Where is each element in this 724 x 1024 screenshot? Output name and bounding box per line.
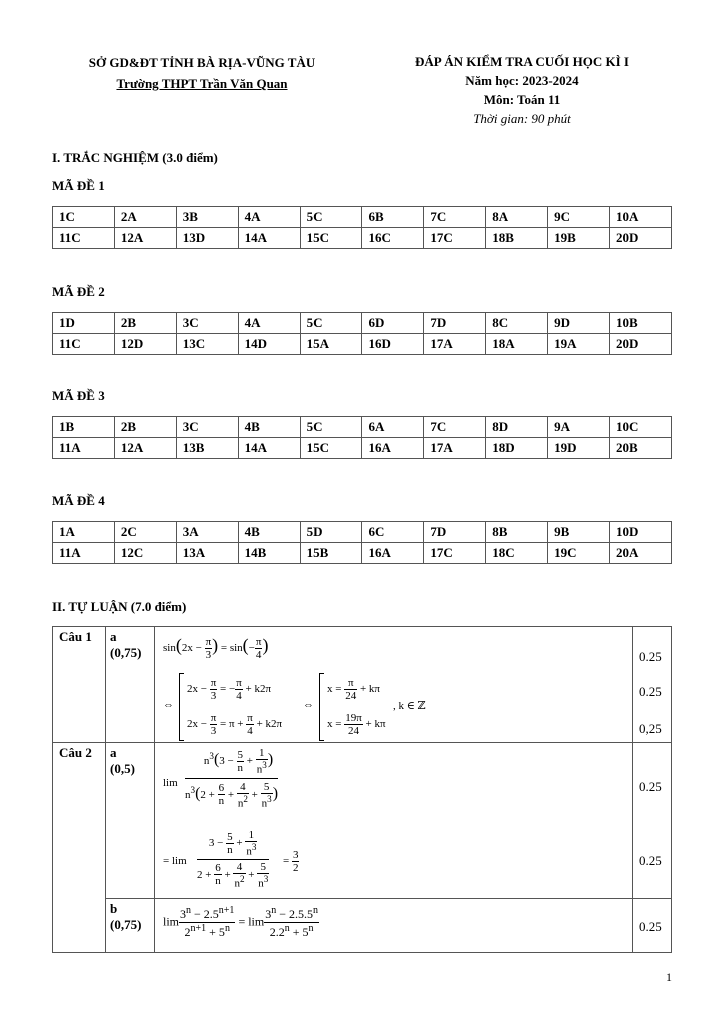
answer-row	[53, 207, 672, 228]
answer-cell: 7D	[424, 313, 486, 334]
answer-cell: 20D	[610, 334, 672, 355]
answer-cell: 4B	[238, 522, 300, 543]
dept-name: SỞ GD&ĐT TỈNH BÀ RỊA-VŨNG TÀU	[88, 55, 316, 70]
answer-cell: 7C	[424, 417, 486, 438]
answer-cell: 17A	[424, 334, 486, 355]
q1-eq1: sin⁡(2x − $\frac{\pi}{3}$ ) = sin(− $\frac{\pi}{4}$ )	[163, 635, 269, 661]
q2b-eq: lim $\frac{3^n - 2.5^{n+1}}{2^{n+1} + 5^n}$ = lim $\frac{3^n - 2.5.5^n}{2.2^n + 5^n}$	[163, 905, 318, 939]
answer-cell: 15B	[300, 543, 362, 564]
answer-cell: 19C	[548, 543, 610, 564]
answer-cell: 16A	[362, 438, 424, 459]
doc-title: ĐÁP ÁN KIỂM TRA CUỐI HỌC KÌ I	[415, 54, 629, 69]
answer-cell: 18A	[486, 334, 548, 355]
answer-cell: 20B	[610, 438, 672, 459]
answer-cell: 3A	[176, 522, 238, 543]
page-number: 1	[666, 970, 672, 984]
subject: Môn: Toán 11	[483, 92, 561, 107]
exam-time: Thời gian: 90 phút	[473, 111, 571, 126]
answer-cell: 5C	[300, 417, 362, 438]
answer-cell: 1D	[53, 313, 115, 334]
answer-cell: 11C	[53, 228, 115, 249]
answer-cell: 9B	[548, 522, 610, 543]
answer-row	[53, 438, 672, 459]
answer-cell: 5D	[300, 522, 362, 543]
q1-work: sin⁡(2x − $\frac{\pi}{3}$ ) = sin(− $\frac{\pi}{4}$ ) ⇔ 2x − $\frac{\pi}{3}$ = − $\frac{\pi}{4}$ + k2π 2x − $\frac{\pi}{3}$ = π + $\frac{\pi}{4}$ + k2π ⇔ x = $\frac{\pi}{24}$ + kπ x = $\frac{19\pi}{24}$ + kπ , k ∈ ℤ	[155, 627, 633, 743]
q2a-work: lim $n^3(3$ − $\frac{5}{n}$ + $\frac{1}{n^3}$ ) $n^3(2$ + $\frac{6}{n}$ + $\frac{4}{n^2}$ + $\frac{5}{n^3}$ ) = lim 3 − $\frac{5}{n}$ + $\frac{1}{n^3}$ 2 + $\frac{6}{n}$ + $\frac{4}{n^2}$ + $\frac{5}{n^3}$ = $\frac{3}{2}$	[155, 743, 633, 899]
answer-cell: 1B	[53, 417, 115, 438]
code-2-label: MÃ ĐỀ 2	[52, 284, 105, 299]
q1-eq3b: x = $\frac{19\pi}{24}$ + kπ	[327, 712, 386, 737]
answer-cell: 11C	[53, 334, 115, 355]
q2-label: Câu 2	[53, 743, 106, 953]
q1-k-in-z: , k ∈ ℤ	[393, 700, 426, 712]
answer-cell: 16D	[362, 334, 424, 355]
part2-heading: II. TỰ LUẬN (7.0 điểm)	[52, 599, 187, 614]
code-3-label: MÃ ĐỀ 3	[52, 388, 105, 403]
code-1-label: MÃ ĐỀ 1	[52, 178, 105, 193]
q2b-row	[53, 899, 672, 953]
q2a-row	[53, 743, 672, 899]
answer-cell: 15C	[300, 438, 362, 459]
answer-cell: 4B	[238, 417, 300, 438]
q1-label: Câu 1	[53, 627, 106, 743]
header-left	[52, 52, 352, 94]
answer-cell: 8C	[486, 313, 548, 334]
answer-cell: 14A	[238, 438, 300, 459]
answer-cell: 6C	[362, 522, 424, 543]
answer-row	[53, 228, 672, 249]
answer-cell: 10B	[610, 313, 672, 334]
q2a-score-1: 0.25	[639, 779, 662, 794]
answer-row	[53, 334, 672, 355]
q2a-score-2: 0.25	[639, 853, 662, 868]
answer-row	[53, 522, 672, 543]
answer-row	[53, 543, 672, 564]
q1-eq3a: x = $\frac{\pi}{24}$ + kπ	[327, 677, 380, 702]
header-right	[372, 52, 672, 128]
answer-cell: 1A	[53, 522, 115, 543]
answer-cell: 16A	[362, 543, 424, 564]
answer-cell: 4A	[238, 207, 300, 228]
answer-table-4	[52, 521, 672, 564]
q2a-eq1: $n^3(3$ − $\frac{5}{n}$ + $\frac{1}{n^3}$ ) $n^3(2$ + $\frac{6}{n}$ + $\frac{4}{n^2}$ + $\frac{5}{n^3}$ )	[185, 747, 279, 810]
essay-table	[52, 626, 672, 953]
q2a-part: a (0,5)	[106, 743, 155, 899]
answer-cell: 14D	[238, 334, 300, 355]
answer-row	[53, 313, 672, 334]
q1-score-2: 0.25	[639, 684, 662, 699]
answer-cell: 11A	[53, 543, 115, 564]
answer-cell: 3C	[176, 313, 238, 334]
answer-cell: 13D	[176, 228, 238, 249]
answer-cell: 6B	[362, 207, 424, 228]
answer-cell: 5C	[300, 207, 362, 228]
answer-cell: 13C	[176, 334, 238, 355]
code-4-label: MÃ ĐỀ 4	[52, 493, 105, 508]
answer-cell: 8A	[486, 207, 548, 228]
answer-cell: 19D	[548, 438, 610, 459]
answer-cell: 13A	[176, 543, 238, 564]
q2b-scores	[633, 899, 672, 953]
answer-cell: 20D	[610, 228, 672, 249]
answer-row	[53, 417, 672, 438]
answer-cell: 8D	[486, 417, 548, 438]
answer-cell: 5C	[300, 313, 362, 334]
q1-score-3: 0,25	[639, 721, 662, 736]
answer-cell: 19A	[548, 334, 610, 355]
answer-cell: 12A	[114, 228, 176, 249]
answer-cell: 20A	[610, 543, 672, 564]
school-year: Năm học: 2023-2024	[465, 73, 579, 88]
answer-cell: 3B	[176, 207, 238, 228]
q2b-work	[155, 899, 633, 953]
answer-table-2	[52, 312, 672, 355]
answer-cell: 17C	[424, 543, 486, 564]
q2b-score: 0.25	[639, 919, 662, 934]
answer-cell: 12D	[114, 334, 176, 355]
answer-cell: 12A	[114, 438, 176, 459]
answer-cell: 7D	[424, 522, 486, 543]
answer-cell: 2B	[114, 417, 176, 438]
answer-table-1	[52, 206, 672, 249]
answer-cell: 11A	[53, 438, 115, 459]
school-name: Trường THPT Trần Văn Quan	[116, 76, 288, 91]
answer-cell: 10A	[610, 207, 672, 228]
answer-cell: 15C	[300, 228, 362, 249]
answer-cell: 4A	[238, 313, 300, 334]
answer-table-3	[52, 416, 672, 459]
answer-cell: 2C	[114, 522, 176, 543]
q1-eq2a: 2x − $\frac{\pi}{3}$ = − $\frac{\pi}{4}$ + k2π	[187, 677, 272, 702]
answer-cell: 9A	[548, 417, 610, 438]
answer-cell: 10D	[610, 522, 672, 543]
q1-row	[53, 627, 672, 743]
q1-score-1: 0.25	[639, 649, 662, 664]
q2a-scores	[633, 743, 672, 899]
answer-cell: 6D	[362, 313, 424, 334]
answer-cell: 18D	[486, 438, 548, 459]
answer-cell: 2A	[114, 207, 176, 228]
q2b-part: b (0,75)	[106, 899, 155, 953]
answer-cell: 18C	[486, 543, 548, 564]
answer-cell: 10C	[610, 417, 672, 438]
q1-part: a (0,75)	[106, 627, 155, 743]
answer-cell: 1C	[53, 207, 115, 228]
q2a-eq2: 3 − $\frac{5}{n}$ + $\frac{1}{n^3}$ 2 + $\frac{6}{n}$ + $\frac{4}{n^2}$ + $\frac{5}{n^3}$	[197, 829, 269, 890]
q2a-result: = $\frac{3}{2}$	[283, 849, 299, 874]
answer-cell: 9D	[548, 313, 610, 334]
q1-eq2b: 2x − $\frac{\pi}{3}$ = π + $\frac{\pi}{4}$ + k2π	[187, 712, 283, 737]
answer-cell: 17C	[424, 228, 486, 249]
answer-cell: 2B	[114, 313, 176, 334]
answer-cell: 16C	[362, 228, 424, 249]
q1-scores	[633, 627, 672, 743]
answer-cell: 9C	[548, 207, 610, 228]
answer-cell: 6A	[362, 417, 424, 438]
answer-cell: 3C	[176, 417, 238, 438]
answer-cell: 17A	[424, 438, 486, 459]
answer-cell: 15A	[300, 334, 362, 355]
answer-cell: 12C	[114, 543, 176, 564]
answer-cell: 8B	[486, 522, 548, 543]
answer-cell: 19B	[548, 228, 610, 249]
answer-cell: 7C	[424, 207, 486, 228]
answer-cell: 18B	[486, 228, 548, 249]
answer-cell: 14A	[238, 228, 300, 249]
answer-cell: 13B	[176, 438, 238, 459]
answer-cell: 14B	[238, 543, 300, 564]
part1-heading: I. TRẮC NGHIỆM (3.0 điểm)	[52, 150, 218, 165]
